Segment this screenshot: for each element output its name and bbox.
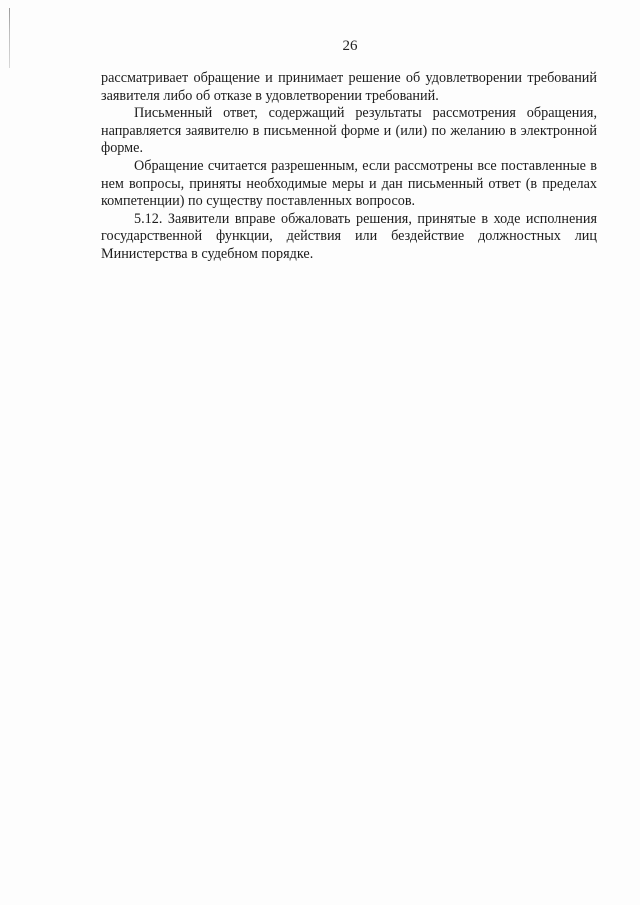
paragraph-5-12-court-appeal: 5.12. Заявители вправе обжаловать решения, принятые в ходе исполнения государственной функции, действия или бездействие должностных лиц Министерства в судебном порядке. <box>101 210 597 262</box>
paragraph-continuation: рассматривает обращение и принимает решение об удовлетворении требований заявителя либо об отказе в удовлетворении требований. <box>101 70 597 104</box>
paragraph-written-response: Письменный ответ, содержащий результаты рассмотрения обращения, направляется заявителю в письменной форме и (или) по желанию в электронной форме. <box>101 105 597 157</box>
body-text <box>101 70 597 264</box>
page-number: 26 <box>342 38 358 54</box>
paragraph-resolved-appeal: Обращение считается разрешенным, если рассмотрены все поставленные в нем вопросы, приняты необходимые меры и дан письменный ответ (в пределах компетенции) по существу поставленных вопросов. <box>101 157 597 210</box>
